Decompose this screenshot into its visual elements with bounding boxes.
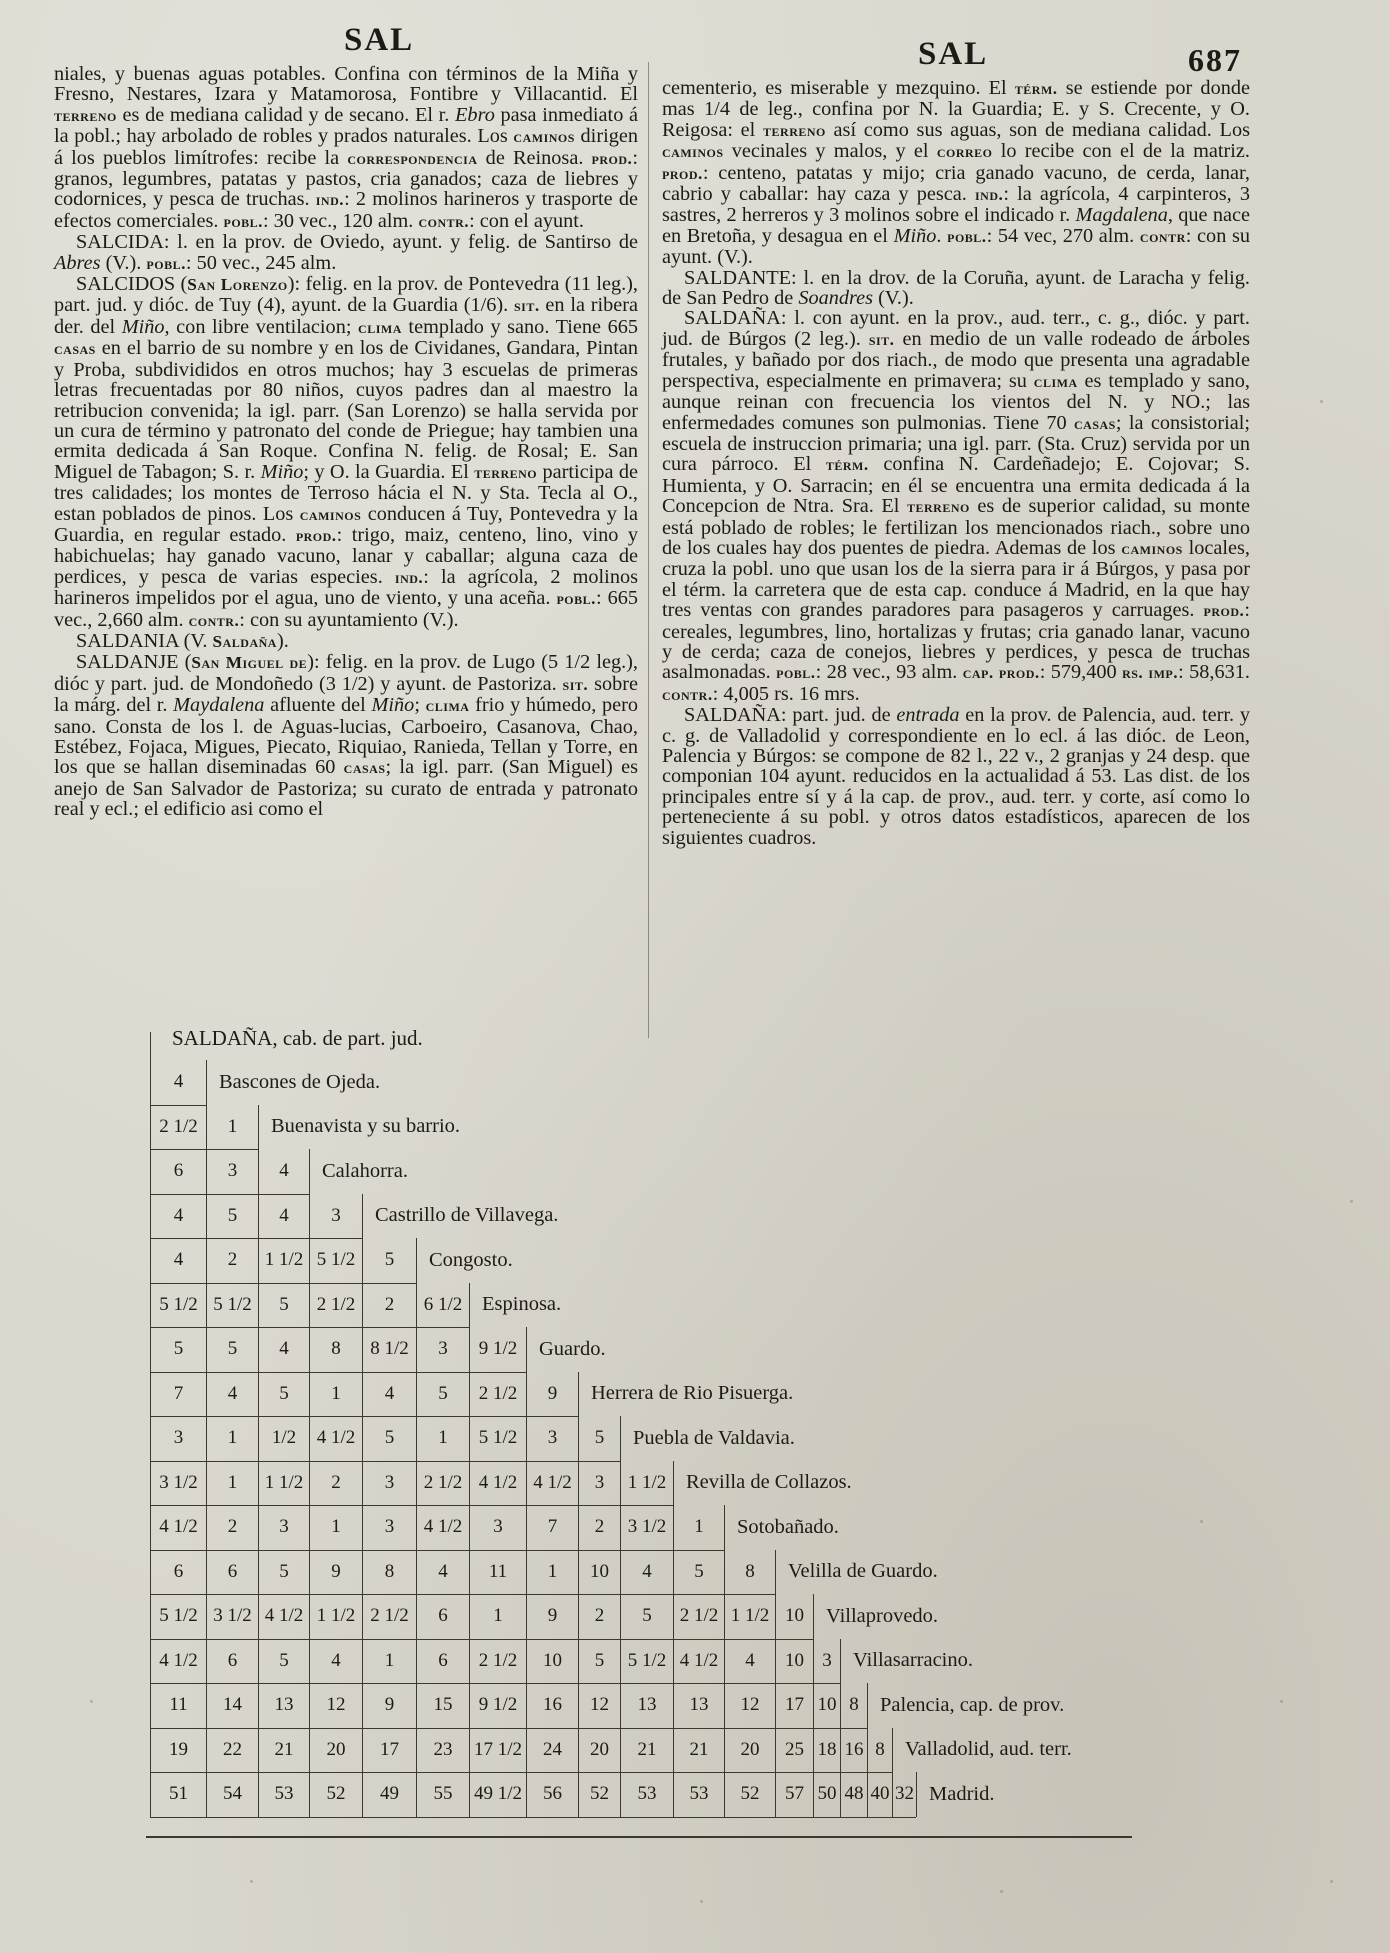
distance-cell: 2 (578, 1594, 620, 1639)
place-name: Madrid. (916, 1772, 994, 1817)
distance-cell: 18 (813, 1728, 840, 1773)
distance-cell: 25 (775, 1728, 813, 1773)
entry-paragraph: SALDANIA (V. Saldaña). (76, 629, 289, 652)
running-header-left: SAL (344, 22, 415, 58)
distance-cell: 20 (578, 1728, 620, 1773)
place-name: Sotobañado. (724, 1505, 839, 1550)
distance-cell: 8 (724, 1550, 775, 1595)
distance-cell: 3 1/2 (150, 1461, 206, 1506)
distance-cell: 9 (526, 1372, 578, 1417)
paper-speck (1350, 1200, 1353, 1203)
distance-cell: 4 (416, 1550, 469, 1595)
running-header-center: SAL (918, 36, 989, 72)
place-name: Castrillo de Villavega. (362, 1194, 558, 1239)
distance-cell: 15 (416, 1683, 469, 1728)
distance-cell: 1 1/2 (258, 1238, 309, 1283)
distance-cell: 1 1/2 (724, 1594, 775, 1639)
distance-cell: 53 (620, 1772, 673, 1817)
distance-cell: 52 (309, 1772, 362, 1817)
distance-cell: 3 1/2 (206, 1594, 258, 1639)
paper-speck (90, 1700, 93, 1703)
distance-cell: 5 (258, 1283, 309, 1328)
distance-cell: 3 (813, 1639, 840, 1684)
entry-paragraph: SALCIDOS (San Lorenzo): felig. en la prov. de Pontevedra (11 leg.), part. jud. y dióc. de Tuy (4), ayunt. de la Guardia (1/6). sit. en la ribera der. del Miño, con libre ventilacion; clima templado y sano. Tiene 665 casas en el barrio de su nombre y en los de Cividanes, Gandara, Pintan y Proba, subdivididos en otros muchos; hay 3 escuelas de primeras letras frecuentadas por 80 niños, cuyos padres dan al maestro la retribucion convenida; la igl. parr. (San Lorenzo) se halla servida por un cura de término y patronato del conde de Priegue; hay tambien una ermita dedicada á San Roque. Confina N. felig. de Rosal; E. San Miguel de Tabagon; S. r. Miño; y O. la Guardia. El terreno participa de tres calidades; los montes de Terroso hácia el N. y Sta. Tecla al O., estan poblados de pinos. Los caminos conducen á Tuy, Pontevedra y la Guardia, en regular estado. prod.: trigo, maiz, centeno, lino, vino y habichuelas; hay ganado vacuno, lanar y caballar; alguna caza de perdices, y pesca de varias especies. ind.: la agrícola, 2 molinos harineros impelidos por el agua, uno de viento, y una aceña. pobl.: 665 vec., 2,660 alm. contr.: con su ayuntamiento (V.). (54, 273, 639, 631)
distance-cell: 3 (416, 1327, 469, 1372)
distance-cell: 1 (309, 1372, 362, 1417)
distance-cell: 6 1/2 (416, 1283, 469, 1328)
place-name: Bascones de Ojeda. (206, 1060, 380, 1105)
distance-cell: 53 (258, 1772, 309, 1817)
paper-speck (700, 1900, 703, 1903)
distance-cell: 1 1/2 (258, 1461, 309, 1506)
distance-cell: 2 (309, 1461, 362, 1506)
distance-cell: 3 (362, 1461, 416, 1506)
distance-cell: 7 (526, 1505, 578, 1550)
distance-cell: 10 (526, 1639, 578, 1684)
entry-paragraph: cementerio, es miserable y mezquino. El térm. se estiende por donde mas 1/4 de leg., confina por N. la Guardia; E. y S. Crecente, y O. Reigosa: el terreno así como sus aguas, son de mediana calidad. Los caminos vecinales y malos, y el correo lo recibe con el de la matriz. prod.: centeno, patatas y mijo; cria ganado vacuno, de cerda, lanar, cabrio y caballar: hay caza y pesca. ind.: la agrícola, 4 carpinteros, 3 sastres, 2 herreros y 3 molinos sobre el indicado r. Magdalena, que nace en Bretoña, y desagua en el Miño. pobl.: 54 vec, 270 alm. contr: con su ayunt. (V.). (662, 77, 1251, 269)
distance-cell: 2 1/2 (362, 1594, 416, 1639)
distance-cell: 22 (206, 1728, 258, 1773)
distance-cell: 1 (469, 1594, 526, 1639)
right-text-column (662, 78, 1250, 848)
distance-cell: 2 1/2 (469, 1639, 526, 1684)
distance-cell: 5 (258, 1550, 309, 1595)
entry-paragraph: SALDANTE: l. en la drov. de la Coruña, ayunt. de Laracha y felig. de San Pedro de Soandres (V.). (662, 266, 1250, 310)
distance-cell: 4 1/2 (309, 1416, 362, 1461)
distance-cell: 24 (526, 1728, 578, 1773)
distance-cell: 3 (469, 1505, 526, 1550)
distance-cell: 2 1/2 (673, 1594, 724, 1639)
paper-speck (1280, 1700, 1283, 1703)
paper-speck (250, 1880, 253, 1883)
paper-speck (1200, 1520, 1203, 1523)
distance-cell: 9 (309, 1550, 362, 1595)
distance-cell: 1 (526, 1550, 578, 1595)
distance-cell: 17 (362, 1728, 416, 1773)
distance-cell: 11 (469, 1550, 526, 1595)
place-name: Valladolid, aud. terr. (892, 1728, 1072, 1773)
paper-speck (1000, 1890, 1003, 1893)
distance-cell: 2 (206, 1238, 258, 1283)
distance-cell: 1 (673, 1505, 724, 1550)
distance-cell: 10 (775, 1594, 813, 1639)
distance-cell: 3 (206, 1149, 258, 1194)
distance-cell: 13 (673, 1683, 724, 1728)
distance-cell: 5 (673, 1550, 724, 1595)
distance-cell: 6 (206, 1550, 258, 1595)
distance-cell: 8 (309, 1327, 362, 1372)
page-number: 687 (1188, 42, 1242, 78)
distance-cell: 4 (206, 1372, 258, 1417)
distance-cell: 21 (620, 1728, 673, 1773)
distance-cell: 49 1/2 (469, 1772, 526, 1817)
distance-cell: 7 (150, 1372, 206, 1417)
distance-cell: 5 1/2 (150, 1594, 206, 1639)
distance-cell: 1 1/2 (309, 1594, 362, 1639)
distance-cell: 1 (206, 1105, 258, 1150)
entry-paragraph: SALDANJE (San Miguel de): felig. en la prov. de Lugo (5 1/2 leg.), dióc y part. jud. de Mondoñedo (3 1/2) y ayunt. de Pastoriza. sit. sobre la márg. del r. Maydalena afluente del Miño; clima frio y húmedo, pero sano. Consta de los l. de Aguas-lucias, Carboeiro, Casanova, Chao, Estébez, Fojaca, Migues, Piecato, Riquiao, Ranieda, Tellan y Torre, en los que se hallan diseminadas 60 casas; la igl. parr. (San Miguel) es anejo de San Salvador de Pastoriza; su curato de entrada y patronato real y ecl.; el edificio asi como el (54, 651, 638, 821)
distance-cell: 5 (578, 1416, 620, 1461)
distance-cell: 4 1/2 (526, 1461, 578, 1506)
paper-speck (60, 320, 63, 323)
paper-speck (1330, 1880, 1333, 1883)
distance-cell: 4 1/2 (469, 1461, 526, 1506)
entry-paragraph: SALDAÑA: part. jud. de entrada en la prov. de Palencia, aud. terr. y c. g. de Valladolid y correspondiente en lo ecl. á las dióc. de Leon, Palencia y Búrgos: se compone de 82 l., 22 v., 2 granjas y 24 desp. que componian 104 ayunt. reducidos en la actualidad á 53. Las dist. de los principales entre sí y á la cap. de prov., aud. terr. y corte, así como lo perteneciente á su pobl. y otros datos estadísticos, aparecen de los siguientes cuadros. (662, 704, 1250, 849)
distance-cell: 32 (892, 1772, 916, 1817)
distance-cell: 17 1/2 (469, 1728, 526, 1773)
distance-cell: 1 (309, 1505, 362, 1550)
place-name: Velilla de Guardo. (775, 1550, 938, 1595)
distance-cell: 14 (206, 1683, 258, 1728)
place-name: Buenavista y su barrio. (258, 1105, 460, 1150)
table-bottom-rule (146, 1836, 1132, 1838)
distance-cell: 10 (578, 1550, 620, 1595)
distance-cell: 55 (416, 1772, 469, 1817)
distance-cell: 1/2 (258, 1416, 309, 1461)
distance-cell: 5 (578, 1639, 620, 1684)
distance-cell: 3 (309, 1194, 362, 1239)
distance-cell: 48 (840, 1772, 867, 1817)
entry-paragraph: SALDAÑA: l. con ayunt. en la prov., aud. terr., c. g., dióc. y part. jud. de Búrgos (2 leg.). sit. en medio de un valle rodeado de árboles frutales, y bañado por dos riach., de modo que presenta una agradable perspectiva, especialmente en primavera; su clima es templado y sano, aunque reinan con frecuencia los vientos del N. y NO.; las enfermedades comunes son pulmonias. Tiene 70 casas; la consistorial; escuela de instruccion primaria; una igl. parr. (Sta. Cruz) servida por un cura párroco. El térm. confina N. Cardeñadejo; E. Cojovar; S. Humienta, y O. Sarracin; en él se encuentra una ermita dedicada á la Concepcion de Ntra. Sra. El terreno es de superior calidad, su monte está poblado de robles; le fertilizan los mencionados riach., sobre uno de los cuales hay dos puentes de piedra. Ademas de los caminos locales, cruza la pobl. uno que usan los de la sierra para ir á Búrgos, y pasa por el térm. la carretera que de esta cap. conduce á Madrid, en la que hay tres ventas con grandes paradores para pasageros y carruages. prod.: cereales, legumbres, lino, hortalizas y frutas; cria ganado lanar, vacuno y de cerda; caza de conejos, liebres y perdices, y pesca de truchas asalmonadas. pobl.: 28 vec., 93 alm. cap. prod.: 579,400 rs. imp.: 58,631. contr.: 4,005 rs. 16 mrs. (662, 307, 1251, 705)
distance-cell: 5 1/2 (206, 1283, 258, 1328)
place-name: Espinosa. (469, 1283, 561, 1328)
entry-paragraph: SALCIDA: l. en la prov. de Oviedo, ayunt. y felig. de Santirso de Abres (V.). pobl.: 50 vec., 245 alm. (54, 231, 638, 274)
paper-speck (1320, 400, 1323, 403)
distance-cell: 4 (362, 1372, 416, 1417)
distance-cell: 21 (258, 1728, 309, 1773)
distance-cell: 56 (526, 1772, 578, 1817)
distance-cell: 6 (206, 1639, 258, 1684)
place-name: Puebla de Valdavia. (620, 1416, 795, 1461)
distance-cell: 4 (258, 1149, 309, 1194)
distance-cell: 12 (578, 1683, 620, 1728)
distance-cell: 5 1/2 (620, 1639, 673, 1684)
column-divider (648, 62, 649, 1038)
distance-cell: 5 1/2 (150, 1283, 206, 1328)
place-name: Revilla de Collazos. (673, 1461, 852, 1506)
place-name: Herrera de Rio Pisuerga. (578, 1372, 793, 1417)
distance-cell: 3 1/2 (620, 1505, 673, 1550)
distance-cell: 5 (206, 1327, 258, 1372)
distance-cell: 9 (526, 1594, 578, 1639)
distance-cell: 6 (416, 1594, 469, 1639)
distance-cell: 2 (578, 1505, 620, 1550)
distance-cell: 2 1/2 (150, 1105, 206, 1150)
distance-cell: 2 (362, 1283, 416, 1328)
distance-cell: 1 (362, 1639, 416, 1684)
distance-cell: 5 (416, 1372, 469, 1417)
distance-cell: 9 1/2 (469, 1327, 526, 1372)
distance-cell: 5 (258, 1639, 309, 1684)
distance-cell: 50 (813, 1772, 840, 1817)
distance-cell: 6 (150, 1550, 206, 1595)
distance-cell: 51 (150, 1772, 206, 1817)
distance-cell: 8 (867, 1728, 892, 1773)
distance-cell: 53 (673, 1772, 724, 1817)
distance-cell: 5 (620, 1594, 673, 1639)
place-name: Congosto. (416, 1238, 513, 1283)
distance-cell: 49 (362, 1772, 416, 1817)
distance-cell: 1 (416, 1416, 469, 1461)
distance-cell: 4 (258, 1194, 309, 1239)
distance-cell: 1 1/2 (620, 1461, 673, 1506)
distance-cell: 8 1/2 (362, 1327, 416, 1372)
distance-cell: 10 (813, 1683, 840, 1728)
distance-cell: 4 (150, 1060, 206, 1105)
distance-cell: 9 1/2 (469, 1683, 526, 1728)
distance-cell: 20 (724, 1728, 775, 1773)
distance-cell: 3 (150, 1416, 206, 1461)
distance-cell: 4 (309, 1639, 362, 1684)
distance-cell: 5 (150, 1327, 206, 1372)
distance-cell: 23 (416, 1728, 469, 1773)
distance-cell: 4 (724, 1639, 775, 1684)
distance-cell: 2 (206, 1505, 258, 1550)
place-name: Palencia, cap. de prov. (867, 1683, 1064, 1728)
distance-cell: 16 (526, 1683, 578, 1728)
place-name: Villaprovedo. (813, 1594, 938, 1639)
distance-cell: 12 (724, 1683, 775, 1728)
distance-cell: 12 (309, 1683, 362, 1728)
distance-cell: 2 1/2 (469, 1372, 526, 1417)
distance-cell: 1 (206, 1461, 258, 1506)
distance-cell: 52 (578, 1772, 620, 1817)
entry-paragraph: niales, y buenas aguas potables. Confina con términos de la Miña y Fresno, Nestares, Izara y Matamorosa, Fontibre y Villacantid. El terreno es de mediana calidad y de secano. El r. Ebro pasa inmediato á la pobl.; hay arbolado de robles y prados naturales. Los caminos dirigen á los pueblos limítrofes: recibe la correspondencia de Reinosa. prod.: granos, legumbres, patatas y pastos, cria ganados; caza de liebres y codornices, y pesca de truchas. ind.: 2 molinos harineros y trasporte de efectos comerciales. pobl.: 30 vec., 120 alm. contr.: con el ayunt. (54, 63, 638, 232)
distance-cell: 13 (620, 1683, 673, 1728)
distance-cell: 3 (526, 1416, 578, 1461)
distance-cell: 4 (150, 1238, 206, 1283)
distance-cell: 5 (362, 1238, 416, 1283)
distance-cell: 21 (673, 1728, 724, 1773)
distance-cell: 5 1/2 (309, 1238, 362, 1283)
place-name: Guardo. (526, 1327, 606, 1372)
distance-cell: 8 (840, 1683, 867, 1728)
distance-cell: 5 (206, 1194, 258, 1239)
distance-cell: 9 (362, 1683, 416, 1728)
distance-cell: 6 (416, 1639, 469, 1684)
distance-cell: 1 (206, 1416, 258, 1461)
distance-cell: 3 (578, 1461, 620, 1506)
place-name: Villasarracino. (840, 1639, 973, 1684)
distance-cell: 6 (150, 1149, 206, 1194)
distance-cell: 4 1/2 (416, 1505, 469, 1550)
distance-cell: 11 (150, 1683, 206, 1728)
distance-cell: 40 (867, 1772, 892, 1817)
distance-cell: 4 1/2 (673, 1639, 724, 1684)
distance-cell: 4 (258, 1327, 309, 1372)
distance-cell: 2 1/2 (309, 1283, 362, 1328)
distance-cell: 4 1/2 (150, 1639, 206, 1684)
distance-cell: 52 (724, 1772, 775, 1817)
distance-cell: 19 (150, 1728, 206, 1773)
distance-cell: 4 (620, 1550, 673, 1595)
left-text-column (54, 64, 638, 820)
distance-cell: 5 1/2 (469, 1416, 526, 1461)
distance-cell: 57 (775, 1772, 813, 1817)
place-name: Calahorra. (309, 1149, 408, 1194)
distance-cell: 54 (206, 1772, 258, 1817)
distance-cell: 3 (258, 1505, 309, 1550)
distance-cell: 3 (362, 1505, 416, 1550)
distance-cell: 4 (150, 1194, 206, 1239)
distance-cell: 13 (258, 1683, 309, 1728)
distance-cell: 8 (362, 1550, 416, 1595)
distance-table-caption: SALDAÑA, cab. de part. jud. (172, 1026, 423, 1050)
distance-cell: 20 (309, 1728, 362, 1773)
distance-cell: 17 (775, 1683, 813, 1728)
distance-cell: 4 1/2 (258, 1594, 309, 1639)
distance-cell: 16 (840, 1728, 867, 1773)
row-rule (150, 1817, 916, 1818)
distance-cell: 4 1/2 (150, 1505, 206, 1550)
distance-cell: 2 1/2 (416, 1461, 469, 1506)
distance-cell: 5 (258, 1372, 309, 1417)
distance-cell: 10 (775, 1639, 813, 1684)
distance-cell: 5 (362, 1416, 416, 1461)
table-left-rule (150, 1032, 151, 1817)
